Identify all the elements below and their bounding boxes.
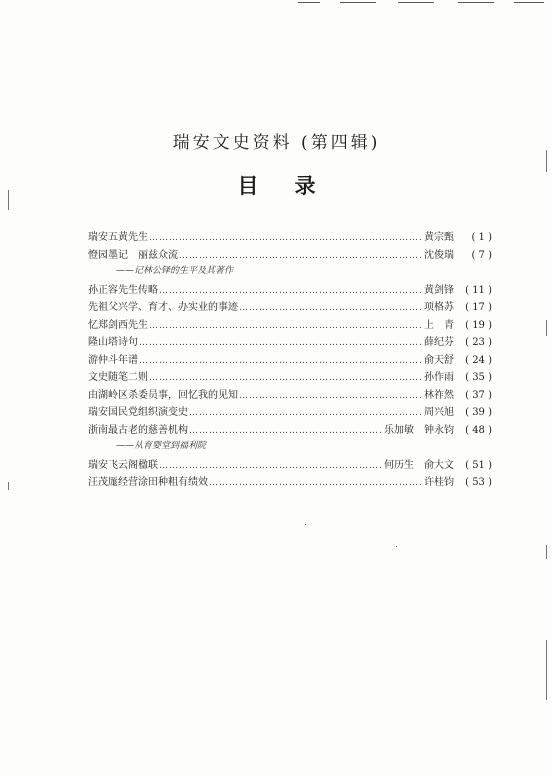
speck: [305, 524, 306, 525]
entry-title: 孙正容先生传略: [88, 284, 158, 296]
heading-char: 录: [294, 174, 316, 198]
entry-title: 由湖岭区杀委员事，回忆我的见知: [88, 389, 238, 401]
leader-dots: [159, 461, 383, 471]
entry-title: 隆山塔诗句: [88, 337, 138, 348]
entry-page: ( 51 ): [465, 459, 492, 471]
entry-subtitle: ——记林公铎的生平及其著作: [116, 266, 234, 276]
entry-subtitle: ——从育婴堂到福利院: [116, 441, 207, 451]
entry-author: 项格苏: [424, 302, 454, 313]
entry-page: ( 17 ): [465, 302, 492, 313]
scan-edge-line: [458, 2, 494, 3]
toc-entry: [88, 386, 492, 404]
entry-title: 憕园墨记 丽兹众流: [88, 249, 178, 261]
toc-entry: [88, 368, 492, 386]
entry-title: 瑞安国民党组织演变史: [88, 407, 188, 418]
leader-dots: [239, 391, 423, 401]
entry-page: ( 23 ): [465, 337, 492, 348]
heading-char: 目: [237, 174, 259, 198]
entry-author: 上 青: [424, 319, 454, 331]
entry-title: 瑞安飞云阁楹联: [88, 459, 158, 471]
toc-entry: [88, 298, 492, 316]
entry-page: ( 48 ): [465, 424, 492, 436]
entry-author: 黄剑锋: [424, 284, 454, 296]
leader-dots: [149, 233, 423, 243]
entry-title: 文史随笔二则: [88, 372, 148, 383]
entry-title: 游仲斗年谱: [88, 354, 138, 366]
entry-title: 忆郑剑西先生: [88, 319, 148, 331]
leader-dots: [149, 321, 423, 331]
toc-entry: [88, 456, 492, 474]
leader-dots: [139, 356, 423, 366]
leader-dots: [209, 478, 423, 488]
entry-author: 林祚然: [424, 389, 454, 401]
scan-edge-mark: [546, 640, 547, 700]
scan-edge-line: [514, 2, 544, 3]
leader-dots: [149, 373, 423, 383]
toc-entry: [88, 351, 492, 369]
scan-edge-mark: [546, 150, 547, 172]
book-title: 瑞安文史资料 (第四辑): [172, 133, 381, 153]
entry-author: 何历生 俞大文: [384, 459, 454, 471]
leader-dots: [139, 338, 423, 348]
leader-dots: [189, 408, 423, 418]
entry-page: ( 39 ): [465, 407, 492, 418]
entry-page: ( 24 ): [465, 354, 492, 366]
entry-author: 周兴旭: [424, 407, 454, 418]
scan-edge-line: [398, 2, 434, 3]
leader-dots: [179, 251, 423, 261]
entry-author: 俞天舒: [424, 354, 454, 366]
entry-page: ( 53 ): [465, 477, 492, 488]
entry-author: 许桂钧: [424, 477, 454, 488]
entry-page: ( 11 ): [465, 284, 492, 296]
scan-edge-line: [298, 2, 320, 3]
contents-heading: [0, 170, 553, 200]
toc-entry: [88, 246, 492, 264]
toc-entry: [88, 333, 492, 351]
speck: [396, 546, 397, 547]
leader-dots: [159, 286, 423, 296]
entry-author: 薛纪芬: [424, 337, 454, 348]
toc-entry: [88, 403, 492, 421]
scan-edge-mark: [546, 320, 547, 336]
toc-entry: [88, 421, 492, 439]
entry-author: 孙作雨: [424, 372, 454, 383]
entry-page: ( 1 ): [471, 232, 492, 243]
entry-author: 黄宗甄: [424, 232, 454, 243]
scan-edge-line: [340, 2, 376, 3]
toc-entry: [88, 316, 492, 334]
leader-dots: [189, 426, 383, 436]
entry-author: 乐加敏 钟永钧: [384, 424, 454, 436]
toc-entry: [88, 473, 492, 491]
entry-title: 先祖父兴学、育才、办实业的事迹: [88, 302, 238, 313]
entry-page: ( 7 ): [471, 249, 492, 261]
scan-edge-mark: [8, 482, 9, 490]
entry-page: ( 35 ): [465, 372, 492, 383]
scan-edge-mark: [546, 545, 547, 559]
entry-page: ( 19 ): [465, 319, 492, 331]
leader-dots: [239, 303, 423, 313]
toc-entry: [88, 228, 492, 246]
entry-title: 汪茂厖经营涂田种粗有绩效: [88, 477, 208, 488]
entry-title: 瑞安五黄先生: [88, 232, 148, 243]
table-of-contents: [88, 228, 492, 491]
toc-entry: [88, 281, 492, 299]
entry-author: 沈俊瑞: [424, 249, 454, 261]
entry-title: 浙南最古老的慈善机构: [88, 424, 188, 436]
entry-page: ( 37 ): [465, 389, 492, 401]
